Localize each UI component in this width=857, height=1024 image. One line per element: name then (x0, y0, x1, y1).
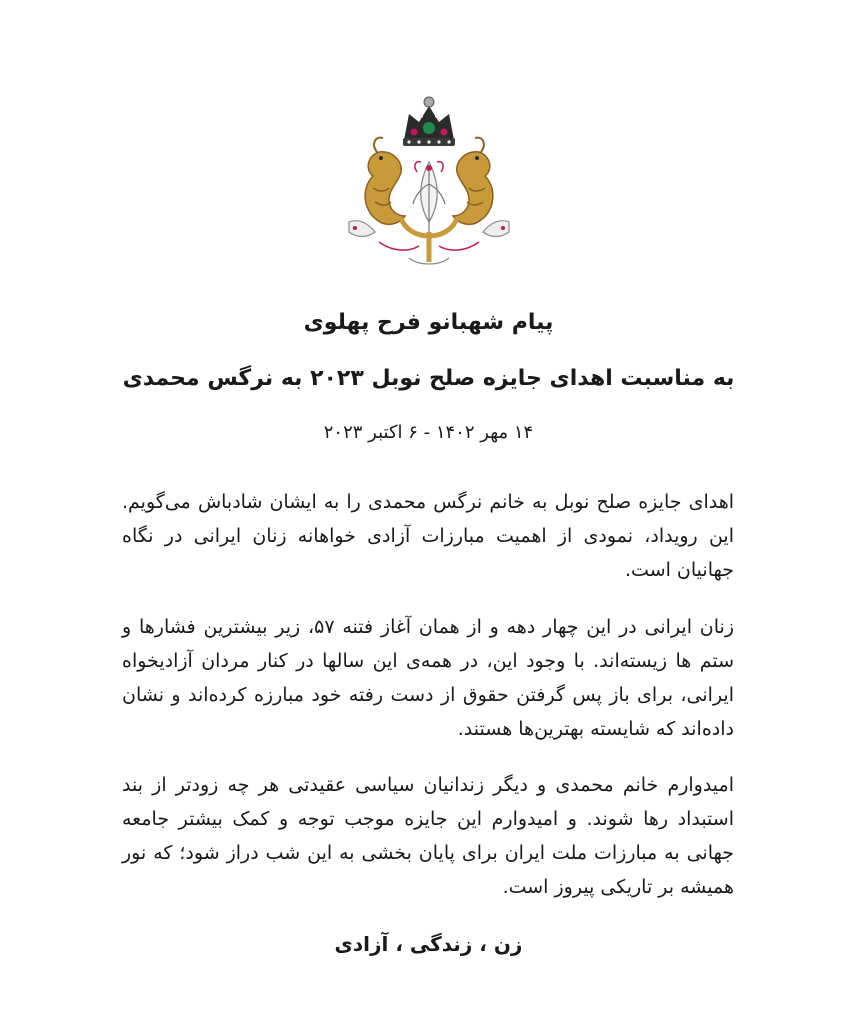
paragraph-3: امیدوارم خانم محمدی و دیگر زندانیان سیاسی عقیدتی هر چه زودتر از بند استبداد رها شوند. و امیدوارم این جایزه موجب توجه و کمک بیشتر جامعه جهانی به مبارزات ملت ایران برای پایان بخشی به این شب دراز شود؛ که نور همیشه بر تاریکی پیروز است. (122, 774, 734, 898)
central-plume-icon (413, 162, 445, 232)
left-griffin-icon (365, 138, 405, 225)
closing-slogan: زن ، زندگی ، آزادی (334, 932, 523, 956)
pahlavi-crown-lions-emblem-icon (339, 92, 519, 270)
message-date: ۱۴ مهر ۱۴۰۲ - ۶ اکتبر ۲۰۲۳ (323, 422, 534, 443)
right-griffin-icon (453, 138, 493, 225)
message-title: پیام شهبانو فرح پهلوی (303, 310, 554, 335)
crown-icon (403, 97, 455, 146)
paragraph-1: اهدای جایزه صلح نوبل به خانم نرگس محمدی را به ایشان شادباش می‌گویم. این رویداد، نمودی از اهمیت مبارزات آزادی خواهانه زنان ایرانی در نگاه جهانیان است. (122, 491, 734, 581)
paragraph-2: زنان ایرانی در این چهار دهه و از همان آغاز فتنه ۵۷، زیر بیشترین فشارها و ستم ها زیسته‌اند. با وجود این، در همه‌ی این سالها در کنار مردان آزادیخواه ایرانی، برای باز پس گرفتن حقوق از دست رفته خود مبارزه کرده‌اند و نشان داده‌اند که شایسته بهترین‌ها هستند. (122, 616, 734, 740)
message-subtitle: به مناسبت اهدای جایزه صلح نوبل ۲۰۲۳ به نرگس محمدی (122, 366, 735, 391)
